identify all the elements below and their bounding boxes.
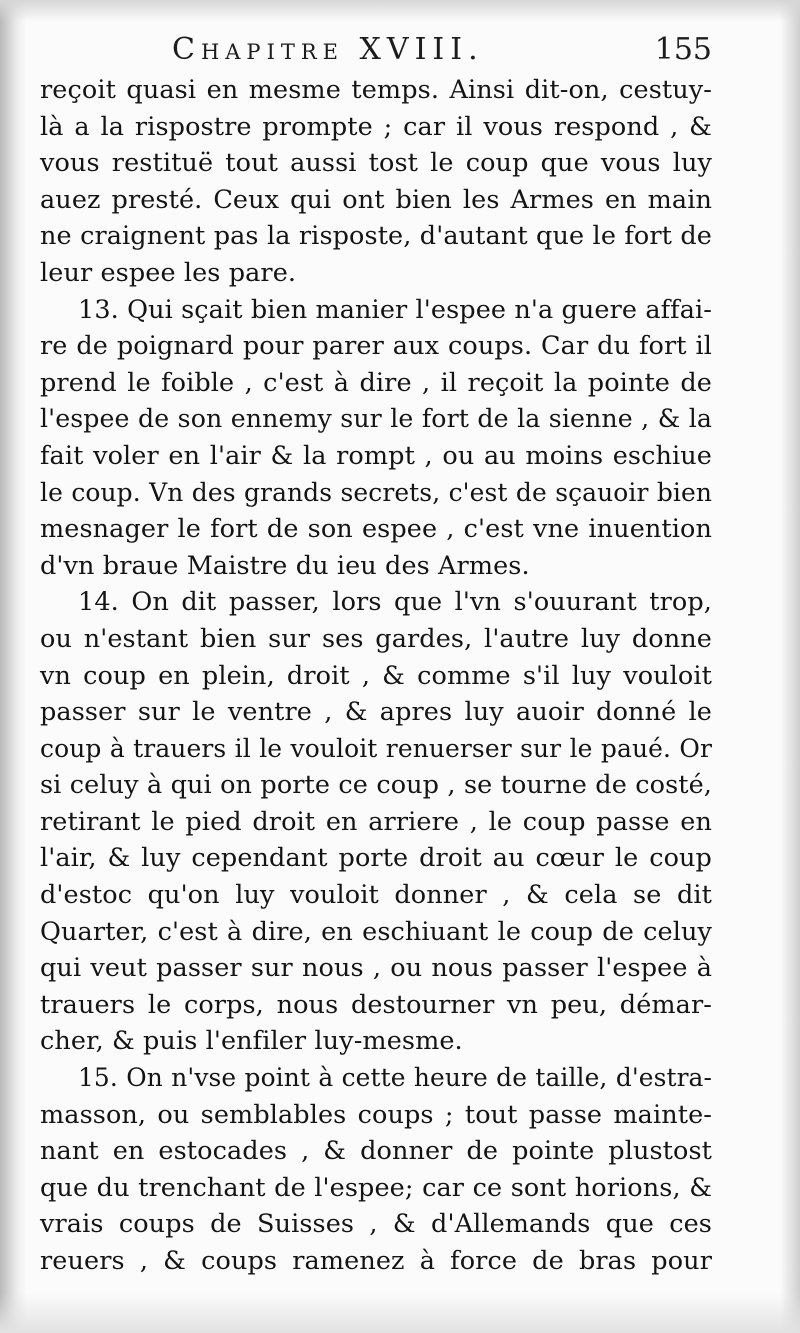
text-line: ou n'estant bien sur ses gardes, l'autre luy donne	[40, 623, 712, 654]
paragraph-13-start: 13. Qui sçait bien manier l'espee n'a guere affai-	[78, 294, 712, 325]
page-edge-shadow-left	[0, 0, 26, 1333]
paragraph-15-start: 15. On n'vse point à cette heure de taille, d'estra-	[78, 1063, 712, 1093]
text-line: l'air, & luy cependant porte droit au cœur le coup	[40, 843, 712, 874]
paragraph-14-start: 14. On dit passer, lors que l'vn s'ouurant trop,	[78, 587, 712, 618]
text-line: que du trenchant de l'espee; car ce sont horions, &	[40, 1172, 712, 1203]
text-line: cher, & puis l'enfiler luy-mesme.	[40, 1026, 463, 1057]
text-line: d'estoc qu'on luy vouloit donner , & cela se dit	[40, 880, 712, 911]
text-line: auez presté. Ceux qui ont bien les Armes en main	[40, 184, 712, 215]
page-number: 155	[654, 32, 712, 67]
page-header	[172, 28, 712, 72]
page-edge-shadow-top	[0, 0, 800, 22]
text-line: l'espee de son ennemy sur le fort de la sienne , & la	[40, 404, 712, 434]
text-line: mesnager le fort de son espee , c'est vne inuention	[40, 514, 712, 545]
text-line: reçoit quasi en mesme temps. Ainsi dit-on, cestuy-	[40, 75, 712, 105]
text-line: fait voler en l'air & la rompt , ou au moins eschiue	[40, 440, 712, 471]
text-line: qui veut passer sur nous , ou nous passer l'espee à	[40, 953, 712, 984]
text-line: trauers le corps, nous destourner vn peu, démar-	[40, 989, 712, 1020]
page-edge-shadow-bottom	[0, 1293, 800, 1333]
text-line: retirant le pied droit en arriere , le coup passe en	[40, 806, 712, 837]
text-line: vrais coups de Suisses , & d'Allemands que ces	[40, 1209, 712, 1240]
text-line: d'vn braue Maistre du ieu des Armes.	[40, 550, 530, 581]
text-line: le coup. Vn des grands secrets, c'est de sçauoir bien	[40, 477, 712, 507]
text-line: ne craignent pas la risposte, d'autant que le fort de	[40, 221, 712, 252]
text-line: vous restituë tout aussi tost le coup que vous luy	[40, 148, 712, 179]
page-edge-shadow-right	[780, 0, 800, 1333]
text-line: passer sur le ventre , & apres luy auoir donné le	[40, 697, 712, 728]
text-line: là a la rispostre prompte ; car il vous respond , &	[40, 111, 712, 142]
text-line: re de poignard pour parer aux coups. Car du fort il	[40, 331, 712, 362]
text-line: si celuy à qui on porte ce coup , se tourne de costé,	[40, 770, 712, 801]
text-line: prend le foible , c'est à dire , il reçoit la pointe de	[40, 367, 712, 398]
text-line: nant en estocades , & donner de pointe plustost	[40, 1136, 712, 1167]
text-line: vn coup en plein, droit , & comme s'il luy vouloit	[40, 660, 712, 691]
text-line: reuers , & coups ramenez à force de bras pour	[40, 1246, 712, 1276]
text-line: leur espee les pare.	[40, 257, 297, 288]
text-line: masson, ou semblables coups ; tout passe mainte-	[40, 1099, 712, 1130]
running-title: Chapitre XVIII.	[172, 32, 484, 67]
body-text	[40, 72, 712, 1280]
text-line: coup à trauers il le vouloit renuerser sur le paué. Or	[40, 733, 712, 763]
text-line: Quarter, c'est à dire, en eschiuant le coup de celuy	[40, 916, 712, 947]
